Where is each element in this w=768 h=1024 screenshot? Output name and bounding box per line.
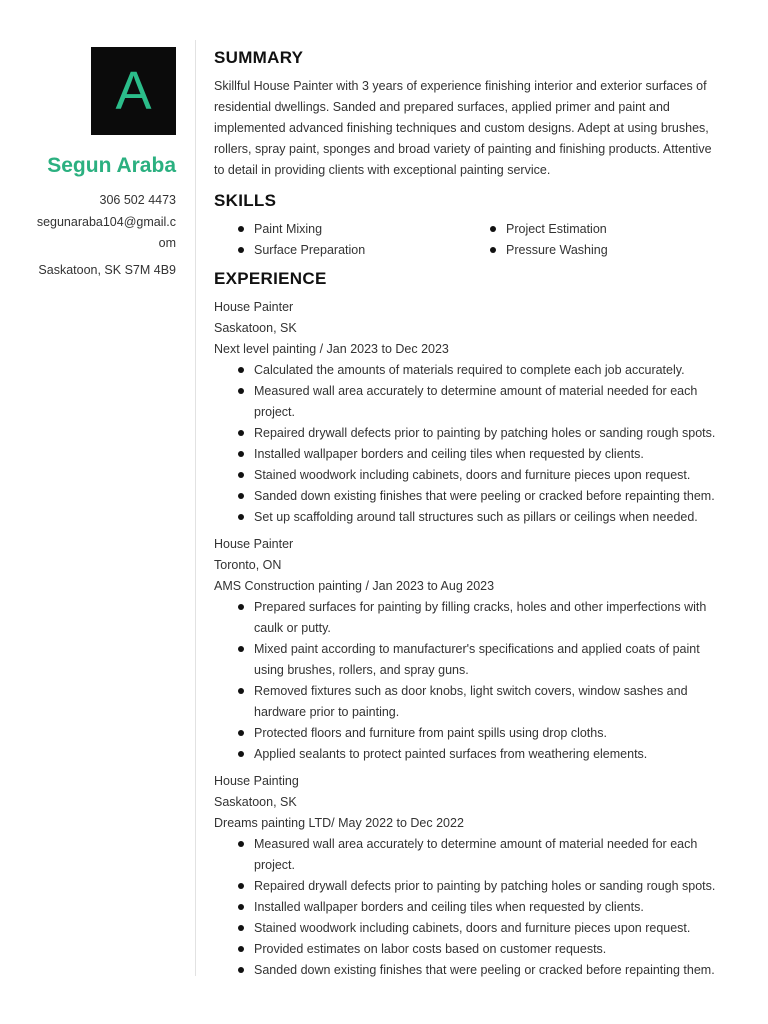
skills-column-1 — [214, 219, 466, 261]
skill-item-text: Paint Mixing — [254, 222, 323, 236]
bullet-icon — [238, 967, 244, 973]
duty-item — [214, 939, 720, 960]
skill-item — [466, 219, 718, 240]
bullet-icon — [238, 841, 244, 847]
bullet-icon — [238, 688, 244, 694]
duty-item — [214, 465, 720, 486]
email-address: segunaraba104@gmail.com — [36, 215, 176, 250]
bullet-icon — [238, 367, 244, 373]
bullet-icon — [238, 904, 244, 910]
job-entry — [214, 297, 720, 528]
duty-item-text: Stained woodwork including cabinets, doors and furniture pieces upon request. — [254, 921, 691, 935]
bullet-icon — [238, 925, 244, 931]
skill-item-text: Project Estimation — [506, 222, 607, 236]
job-entry — [214, 771, 720, 981]
duty-item — [214, 360, 720, 381]
bullet-icon — [238, 646, 244, 652]
job-duties — [214, 834, 720, 981]
duty-item — [214, 918, 720, 939]
duty-item — [214, 876, 720, 897]
duty-item-text: Removed fixtures such as door knobs, light switch covers, window sashes and hardware prior to painting. — [254, 684, 688, 719]
bullet-icon — [238, 883, 244, 889]
job-location: Toronto, ON — [214, 558, 282, 572]
skills-column-2 — [466, 219, 718, 261]
main-content — [214, 46, 720, 987]
bullet-icon — [238, 604, 244, 610]
duty-item — [214, 507, 720, 528]
duty-item-text: Applied sealants to protect painted surfaces from weathering elements. — [254, 747, 648, 761]
duty-item-text: Sanded down existing finishes that were peeling or cracked before repainting them. — [254, 489, 715, 503]
skill-item — [466, 240, 718, 261]
duty-item-text: Provided estimates on labor costs based on customer requests. — [254, 942, 607, 956]
bullet-icon — [238, 946, 244, 952]
skills-list — [214, 219, 720, 261]
skill-item-text: Surface Preparation — [254, 243, 366, 257]
job-company-dates: Next level painting / Jan 2023 to Dec 2023 — [214, 342, 449, 356]
skill-item — [214, 240, 466, 261]
bullet-icon — [490, 247, 496, 253]
duty-item — [214, 897, 720, 918]
duty-item-text: Calculated the amounts of materials required to complete each job accurately. — [254, 363, 685, 377]
job-entry — [214, 534, 720, 765]
job-duties — [214, 597, 720, 765]
job-location: Saskatoon, SK — [214, 795, 297, 809]
bullet-icon — [238, 226, 244, 232]
skill-item-text: Pressure Washing — [506, 243, 608, 257]
vertical-divider — [195, 40, 196, 976]
bullet-icon — [238, 472, 244, 478]
bullet-icon — [238, 493, 244, 499]
bullet-icon — [238, 247, 244, 253]
skill-item — [214, 219, 466, 240]
duty-item-text: Set up scaffolding around tall structures such as pillars or ceilings when needed. — [254, 510, 698, 524]
address: Saskatoon, SK S7M 4B9 — [38, 263, 176, 277]
duty-item — [214, 681, 720, 723]
duty-item — [214, 723, 720, 744]
phone-number: 306 502 4473 — [99, 193, 176, 207]
bullet-icon — [238, 388, 244, 394]
duty-item — [214, 423, 720, 444]
bullet-icon — [238, 451, 244, 457]
skills-heading: SKILLS — [214, 191, 277, 210]
experience-list — [214, 297, 720, 981]
job-title: House Painter — [214, 300, 294, 314]
duty-item-text: Repaired drywall defects prior to painting by patching holes or sanding rough spots. — [254, 426, 716, 440]
job-company-dates: AMS Construction painting / Jan 2023 to Aug 2023 — [214, 579, 495, 593]
bullet-icon — [238, 514, 244, 520]
bullet-icon — [238, 730, 244, 736]
duty-item — [214, 834, 720, 876]
duty-item-text: Installed wallpaper borders and ceiling tiles when requested by clients. — [254, 447, 644, 461]
duty-item — [214, 639, 720, 681]
duty-item-text: Sanded down existing finishes that were peeling or cracked before repainting them. — [254, 963, 715, 977]
job-location: Saskatoon, SK — [214, 321, 297, 335]
duty-item — [214, 381, 720, 423]
bullet-icon — [238, 751, 244, 757]
job-company-dates: Dreams painting LTD/ May 2022 to Dec 2022 — [214, 816, 464, 830]
experience-heading: EXPERIENCE — [214, 269, 327, 288]
duty-item — [214, 444, 720, 465]
bullet-icon — [490, 226, 496, 232]
summary-text: Skillful House Painter with 3 years of experience finishing interior and exterior surfaces of residential dwellings. Sanded and prepared surfaces, applied primer and paint and implemented advanced finishing techniques and custom designs. Adept at using brushes, rollers, spray paint, sponges and broad variety of painting and finishing products. Attentive to detail in providing clients with exceptional painting service. — [214, 79, 712, 177]
duty-item-text: Prepared surfaces for painting by filling cracks, holes and other imperfections with caulk or putty. — [254, 600, 707, 635]
monogram-badge — [91, 47, 176, 135]
job-duties — [214, 360, 720, 528]
duty-item-text: Measured wall area accurately to determine amount of material needed for each project. — [254, 837, 698, 872]
job-title: House Painting — [214, 774, 299, 788]
duty-item — [214, 486, 720, 507]
summary-heading: SUMMARY — [214, 48, 304, 67]
duty-item-text: Installed wallpaper borders and ceiling tiles when requested by clients. — [254, 900, 644, 914]
duty-item — [214, 744, 720, 765]
bullet-icon — [238, 430, 244, 436]
candidate-name: Segun Araba — [47, 154, 176, 177]
duty-item-text: Mixed paint according to manufacturer's specifications and applied coats of paint using brushes, rollers, and spray guns. — [254, 642, 700, 677]
duty-item-text: Protected floors and furniture from paint spills using drop cloths. — [254, 726, 607, 740]
duty-item-text: Repaired drywall defects prior to painting by patching holes or sanding rough spots. — [254, 879, 716, 893]
duty-item-text: Stained woodwork including cabinets, doors and furniture pieces upon request. — [254, 468, 691, 482]
duty-item — [214, 597, 720, 639]
duty-item-text: Measured wall area accurately to determine amount of material needed for each project. — [254, 384, 698, 419]
duty-item — [214, 960, 720, 981]
monogram-initial: A — [115, 61, 152, 121]
job-title: House Painter — [214, 537, 294, 551]
